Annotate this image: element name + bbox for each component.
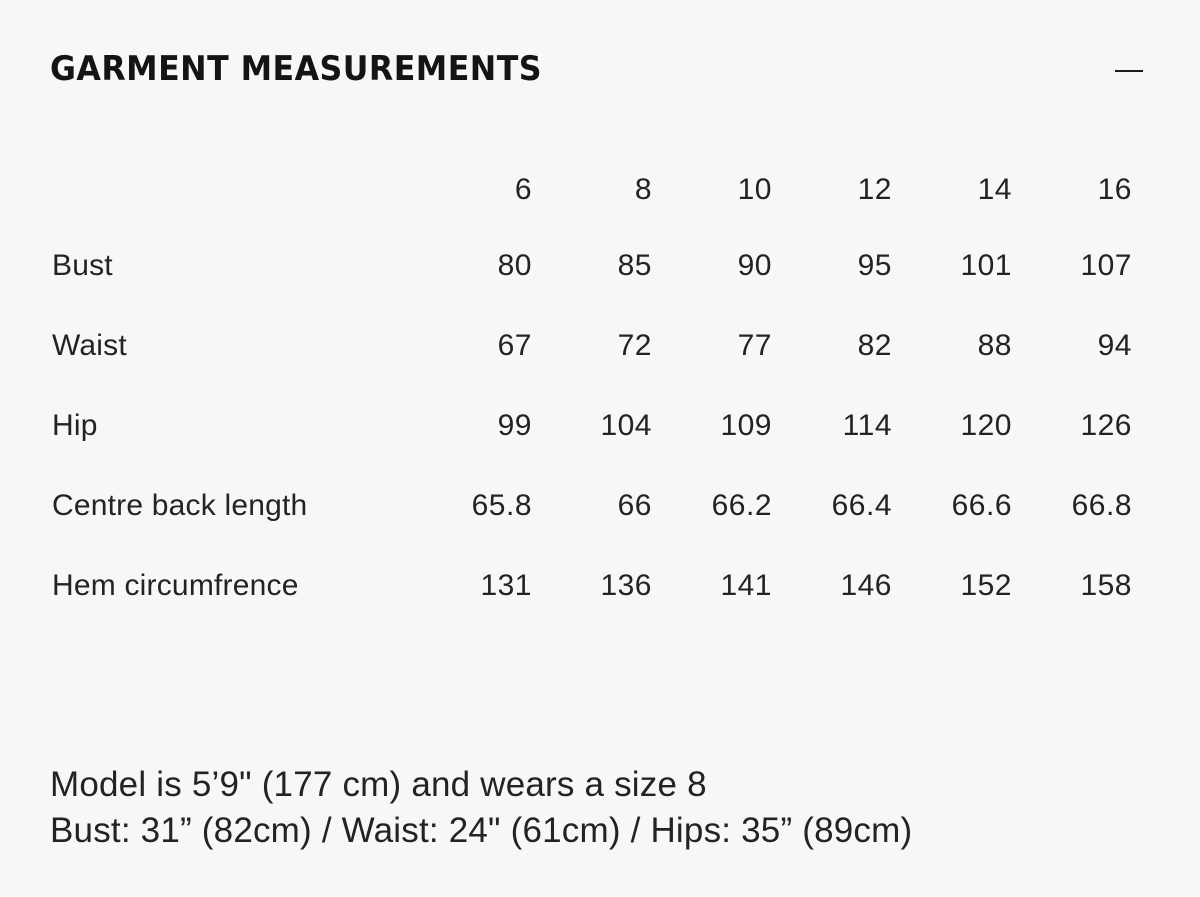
measurement-value: 80 <box>497 249 532 282</box>
measurement-value: 152 <box>960 569 1012 602</box>
table-head <box>50 154 1150 226</box>
model-measurements-note: Bust: 31” (82cm) / Waist: 24" (61cm) / Hips: 35” (89cm) <box>50 811 913 851</box>
size-column-header: 16 <box>1097 173 1132 206</box>
measurement-value: 136 <box>600 569 652 602</box>
size-column-header: 14 <box>977 173 1012 206</box>
table-body <box>50 226 1150 626</box>
measurement-label: Centre back length <box>52 489 308 522</box>
size-column-header: 6 <box>514 173 532 206</box>
measurement-value: 82 <box>857 329 892 362</box>
measurement-value: 95 <box>857 249 892 282</box>
measurement-value: 141 <box>720 569 772 602</box>
table-corner-label <box>50 154 430 226</box>
model-height-note: Model is 5’9" (177 cm) and wears a size 8 <box>50 764 707 804</box>
measurement-value: 66.6 <box>951 489 1012 522</box>
table-row <box>50 466 1150 546</box>
measurement-value: 85 <box>617 249 652 282</box>
measurement-value: 101 <box>960 249 1012 282</box>
measurements-table <box>50 154 1150 626</box>
measurement-value: 90 <box>737 249 772 282</box>
table-row <box>50 386 1150 466</box>
measurement-label: Hip <box>52 409 98 442</box>
measurement-value: 104 <box>600 409 652 442</box>
measurement-value: 66 <box>617 489 652 522</box>
table-header-row <box>50 154 1150 226</box>
size-column-header: 12 <box>857 173 892 206</box>
measurement-value: 109 <box>720 409 772 442</box>
measurement-value: 120 <box>960 409 1012 442</box>
measurement-value: 99 <box>497 409 532 442</box>
measurement-value: 66.8 <box>1071 489 1132 522</box>
measurement-value: 114 <box>842 409 892 442</box>
measurement-value: 131 <box>480 569 532 602</box>
table-row <box>50 226 1150 306</box>
page-title: GARMENT MEASUREMENTS <box>50 49 542 89</box>
measurement-value: 67 <box>497 329 532 362</box>
measurement-value: 72 <box>617 329 652 362</box>
measurement-value: 94 <box>1097 329 1132 362</box>
model-notes <box>50 762 1160 855</box>
table-row <box>50 306 1150 386</box>
measurement-value: 107 <box>1080 249 1132 282</box>
measurement-value: 77 <box>737 329 772 362</box>
measurement-value: 88 <box>977 329 1012 362</box>
minus-icon-bar <box>1115 70 1143 72</box>
measurement-value: 66.2 <box>711 489 772 522</box>
measurement-label: Bust <box>52 249 113 282</box>
measurement-value: 65.8 <box>471 489 532 522</box>
panel-header <box>50 49 1150 116</box>
measurement-value: 66.4 <box>831 489 892 522</box>
size-column-header: 8 <box>634 173 652 206</box>
measurement-value: 146 <box>840 569 892 602</box>
minus-icon[interactable] <box>1112 54 1146 88</box>
size-column-header: 10 <box>737 173 772 206</box>
table-row <box>50 546 1150 626</box>
measurement-value: 158 <box>1080 569 1132 602</box>
measurement-label: Waist <box>52 329 127 362</box>
measurement-label: Hem circumfrence <box>52 569 299 602</box>
measurement-value: 126 <box>1080 409 1132 442</box>
